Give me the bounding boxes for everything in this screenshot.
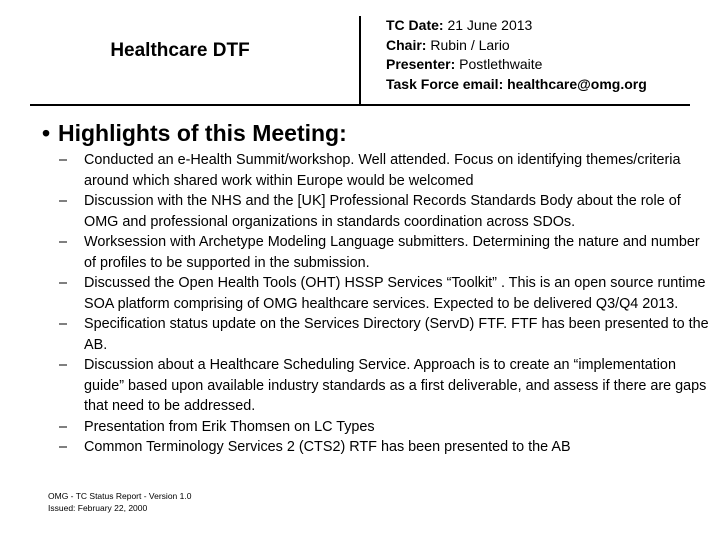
highlights-heading: Highlights of this Meeting: [58,120,347,146]
email-line [386,75,647,95]
highlights-list [42,150,710,458]
list-item [42,191,710,232]
presenter-line [386,55,647,75]
presenter-value: Postlethwaite [459,56,543,72]
dash-icon: – [59,275,68,291]
bullet-icon: • [42,120,51,146]
dash-icon: – [59,152,68,168]
slide-content [42,118,710,458]
dash-icon: – [59,418,68,435]
list-item-text: Discussion about a Healthcare Scheduling Service. Approach is to create an “implementation guide” based upon available industry standards as a first deliverable, and assess if there are gaps that need to be addressed. [84,357,707,414]
tc-date-line [386,16,647,36]
list-item [42,314,710,355]
list-item [42,417,710,438]
horizontal-divider [30,104,690,106]
chair-label: Chair: [386,36,427,53]
list-item [42,232,710,273]
dash-icon: – [59,357,68,373]
list-item [42,355,710,417]
list-item-text: Discussed the Open Health Tools (OHT) HSSP Services “Toolkit” . This is an open source runtime SOA platform comprising of OMG healthcare services. Expected to be delivered Q3/Q4 2013. [84,275,706,312]
chair-line [386,36,647,56]
dash-icon: – [59,439,68,455]
list-item [42,273,710,314]
list-item [42,150,710,191]
chair-value: Rubin / Lario [430,36,510,53]
vertical-divider [359,16,361,106]
footer-line-1: OMG - TC Status Report - Version 1.0 [48,491,192,501]
list-item-text: Specification status update on the Services Directory (ServD) FTF. FTF has been presented to the AB. [84,316,709,353]
list-item-text: Discussion with the NHS and the [UK] Professional Records Standards Body about the role of OMG and professional organizations in standards coordination across SDOs. [84,193,681,230]
tc-date-label: TC Date: [386,17,444,33]
list-item-text: Worksession with Archetype Modeling Language submitters. Determining the nature and number of profiles to be supported in the submission. [84,234,700,271]
list-item-text: Presentation from Erik Thomsen on LC Types [84,418,375,435]
page-title: Healthcare DTF [110,40,250,61]
email-text: Task Force email: healthcare@omg.org [386,75,647,92]
footer-line-2: Issued: February 22, 2000 [48,503,148,513]
list-item-text: Conducted an e-Health Summit/workshop. Well attended. Focus on identifying themes/criteria around which shared work within Europe would be welcomed [84,152,681,189]
list-item [42,437,710,458]
highlights-heading-row [42,118,710,148]
list-item-text: Common Terminology Services 2 (CTS2) RTF has been presented to the AB [84,439,571,455]
tc-date-value: 21 June 2013 [447,17,533,33]
dash-icon: – [59,316,68,332]
meeting-info [386,16,647,94]
dash-icon: – [59,193,68,209]
dash-icon: – [59,234,68,250]
footer [48,490,191,514]
presenter-label: Presenter: [386,56,456,72]
